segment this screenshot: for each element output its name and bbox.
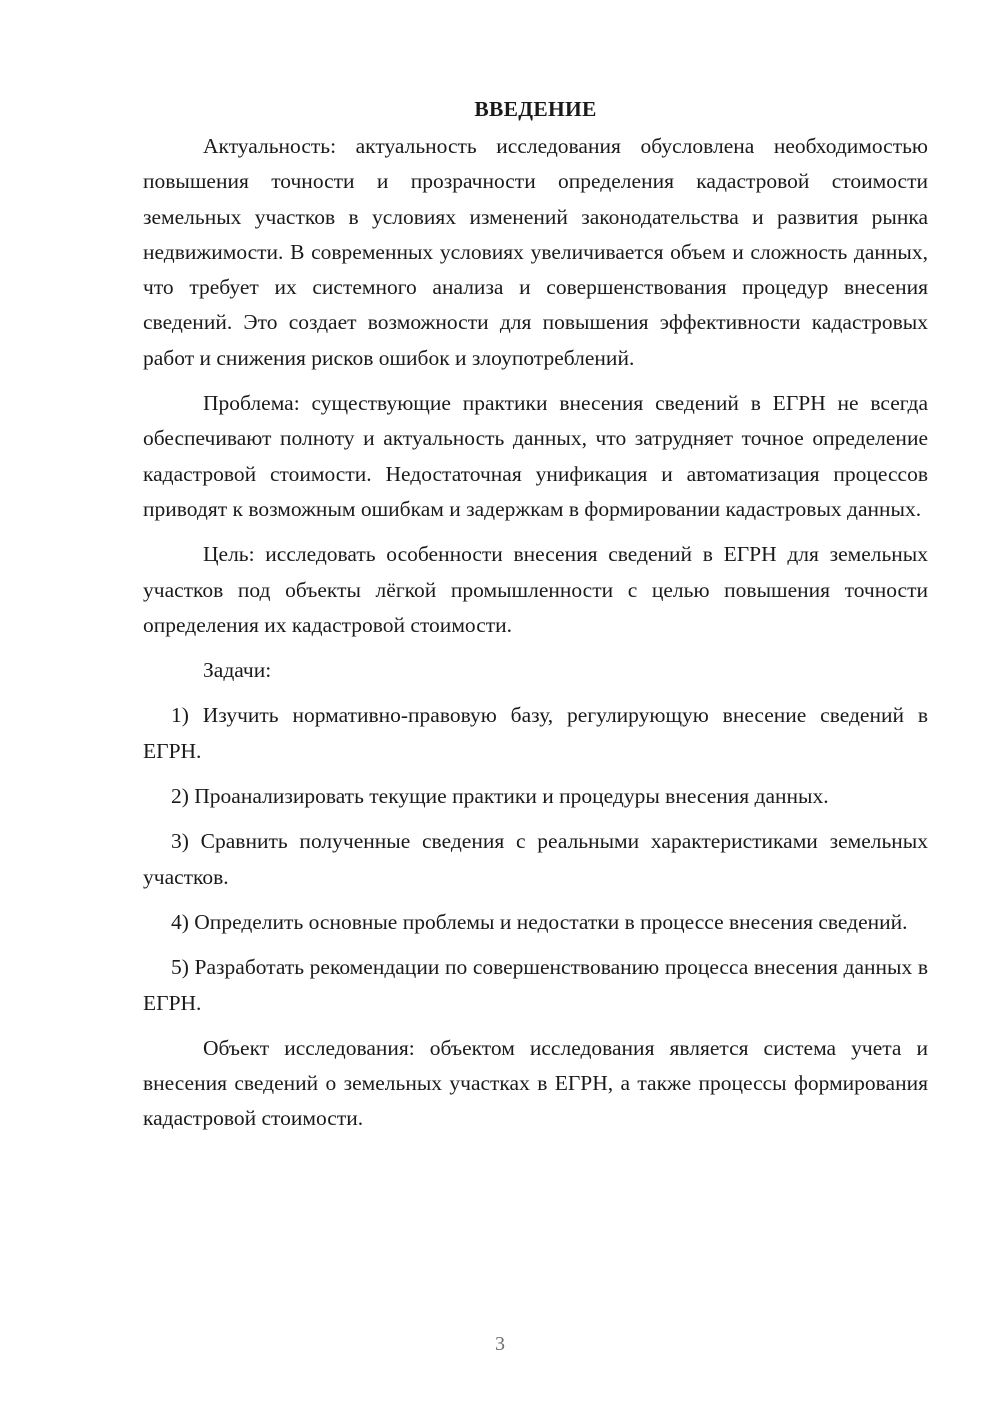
- document-page: [143, 92, 928, 1137]
- task-item-2: 2) Проанализировать текущие практики и процедуры внесения данных.: [171, 784, 829, 809]
- task-item-3: 3) Сравнить полученные сведения с реальными характеристиками земельных участков.: [143, 829, 928, 889]
- paragraph-research-object: Объект исследования: объектом исследования является система учета и внесения сведений о земельных участках в ЕГРН, а также процессы формирования кадастровой стоимости.: [143, 1035, 928, 1131]
- section-heading: ВВЕДЕНИЕ: [474, 97, 597, 121]
- task-item-1: 1) Изучить нормативно-правовую базу, регулирующую внесение сведений в ЕГРН.: [143, 703, 928, 763]
- page-number: 3: [495, 1333, 505, 1355]
- paragraph-tasks-label: Задачи:: [203, 658, 272, 683]
- paragraph-problem: Проблема: существующие практики внесения сведений в ЕГРН не всегда обеспечивают полноту и актуальность данных, что затрудняет точное определение кадастровой стоимости. Недостаточная унификация и автоматизация процессов приводят к возможным ошибкам и задержкам в формировании кадастровых данных.: [143, 391, 928, 521]
- paragraph-goal: Цель: исследовать особенности внесения сведений в ЕГРН для земельных участков под объекты лёгкой промышленности с целью повышения точности определения их кадастровой стоимости.: [143, 542, 928, 637]
- paragraph-relevance: Актуальность: актуальность исследования обусловлена необходимостью повышения точности и прозрачности определения кадастровой стоимости земельных участков в условиях изменений законодательства и развития рынка недвижимости. В современных условиях увеличивается объем и сложность данных, что требует их системного анализа и совершенствования процедур внесения сведений. Это создает возможности для повышения эффективности кадастровых работ и снижения рисков ошибок и злоупотреблений.: [143, 134, 928, 370]
- task-item-4: 4) Определить основные проблемы и недостатки в процессе внесения сведений.: [171, 909, 908, 934]
- task-item-5: 5) Разработать рекомендации по совершенствованию процесса внесения данных в ЕГРН.: [143, 955, 928, 1015]
